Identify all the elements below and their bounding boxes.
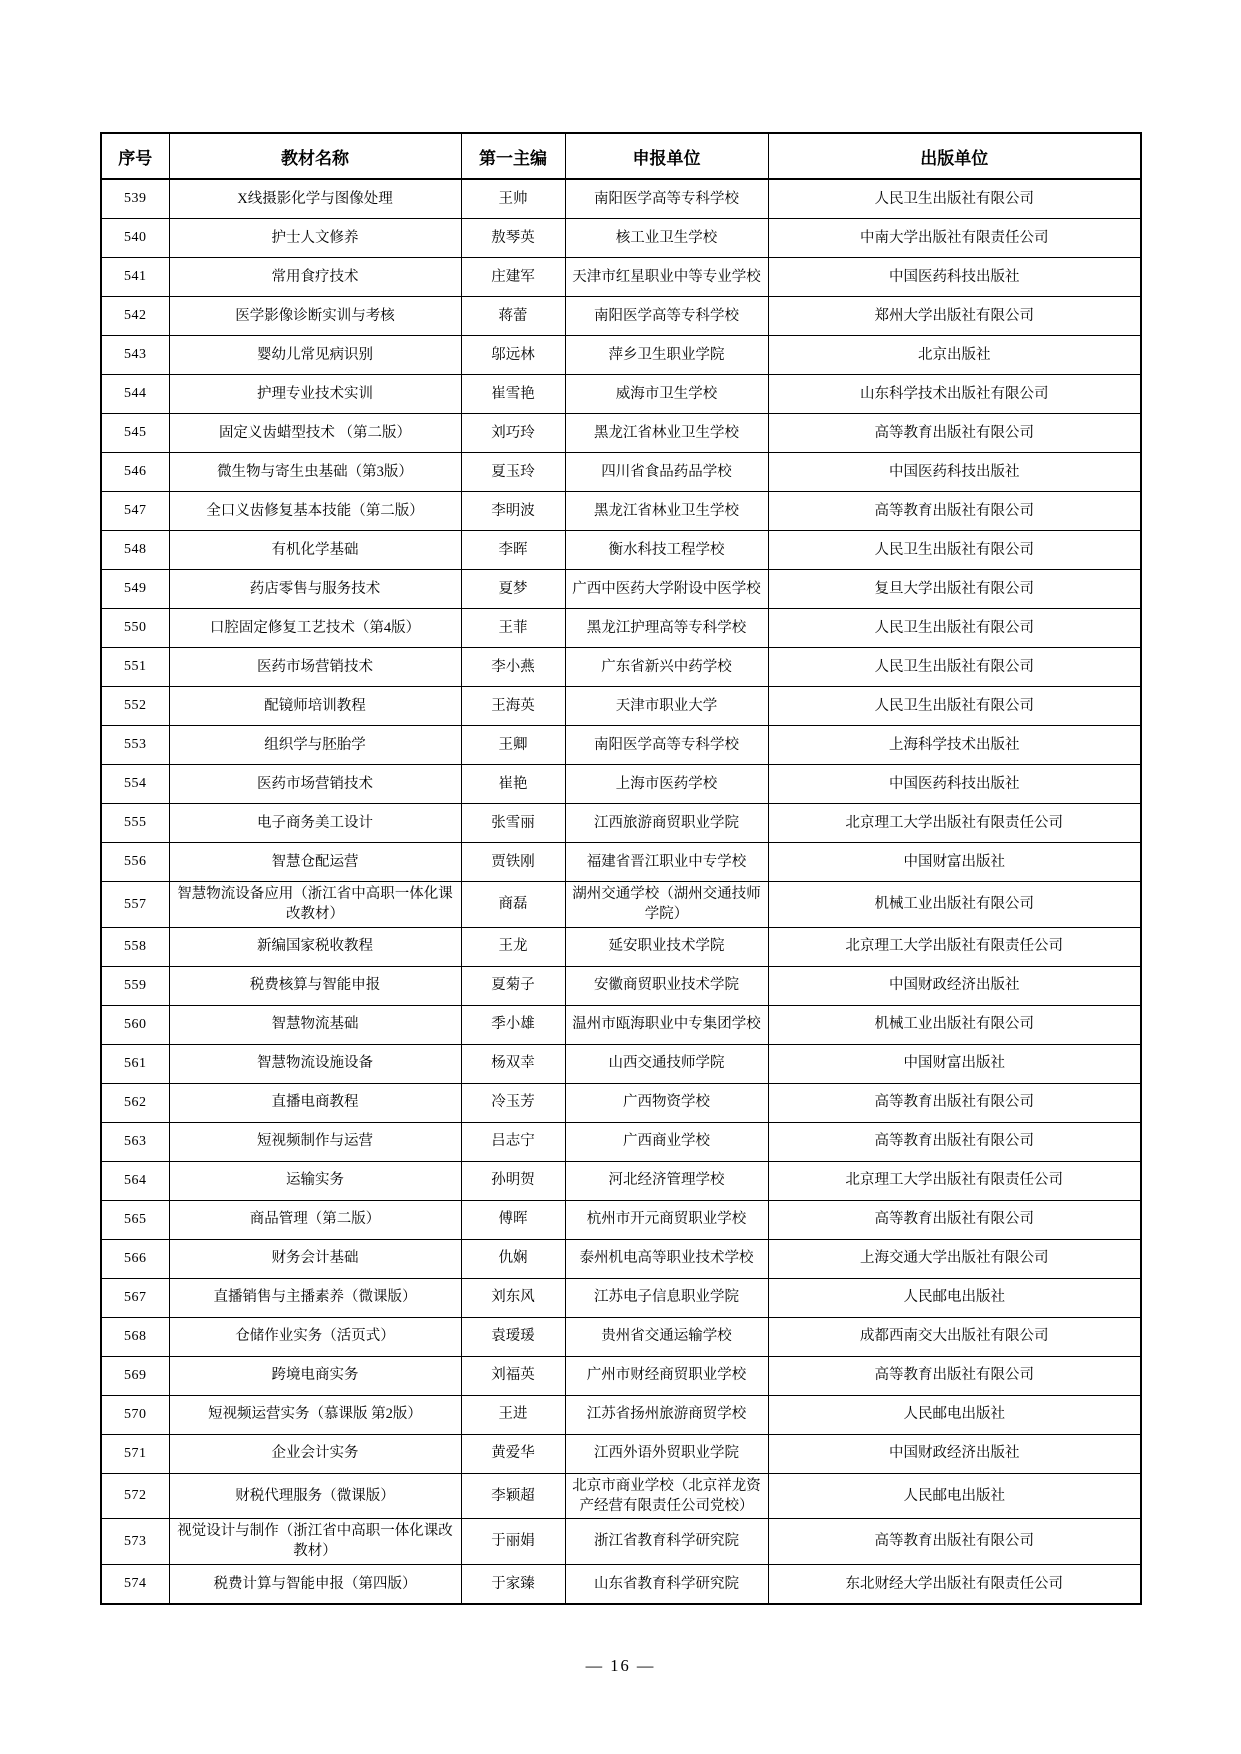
applicant-unit: 温州市瓯海职业中专集团学校 [565,1005,768,1044]
row-number: 569 [101,1356,169,1395]
table-row [101,375,1141,414]
table-row [101,1434,1141,1473]
table-row [101,1278,1141,1317]
chief-editor: 贾铁刚 [461,843,565,882]
table-row [101,1473,1141,1519]
textbook-name: 婴幼儿常见病识别 [169,336,461,375]
chief-editor: 王卿 [461,726,565,765]
table-row [101,1122,1141,1161]
table-row [101,648,1141,687]
publisher-unit: 人民邮电出版社 [768,1278,1141,1317]
applicant-unit: 天津市职业大学 [565,687,768,726]
table-row [101,297,1141,336]
row-number: 564 [101,1161,169,1200]
chief-editor: 崔雪艳 [461,375,565,414]
applicant-unit: 广西商业学校 [565,1122,768,1161]
row-number: 558 [101,927,169,966]
chief-editor: 李颖超 [461,1473,565,1519]
textbook-name: 常用食疗技术 [169,258,461,297]
table-row [101,1317,1141,1356]
chief-editor: 商磊 [461,882,565,928]
publisher-unit: 北京理工大学出版社有限责任公司 [768,1161,1141,1200]
table-row [101,609,1141,648]
table-body [101,179,1141,1604]
textbook-name: 智慧物流基础 [169,1005,461,1044]
publisher-unit: 人民卫生出版社有限公司 [768,531,1141,570]
textbook-name: X线摄影化学与图像处理 [169,179,461,219]
row-number: 548 [101,531,169,570]
textbook-name: 直播销售与主播素养（微课版） [169,1278,461,1317]
row-number: 553 [101,726,169,765]
textbook-table [100,132,1142,1605]
table-row [101,927,1141,966]
publisher-unit: 中南大学出版社有限责任公司 [768,219,1141,258]
publisher-unit: 北京出版社 [768,336,1141,375]
textbook-name: 税费核算与智能申报 [169,966,461,1005]
table-row [101,1161,1141,1200]
table-row [101,179,1141,219]
publisher-unit: 中国医药科技出版社 [768,258,1141,297]
textbook-name: 视觉设计与制作（浙江省中高职一体化课改教材） [169,1519,461,1565]
table-row [101,258,1141,297]
chief-editor: 刘东风 [461,1278,565,1317]
textbook-name: 财务会计基础 [169,1239,461,1278]
applicant-unit: 江西外语外贸职业学院 [565,1434,768,1473]
chief-editor: 黄爱华 [461,1434,565,1473]
chief-editor: 刘巧玲 [461,414,565,453]
publisher-unit: 机械工业出版社有限公司 [768,1005,1141,1044]
table-row [101,531,1141,570]
row-number: 565 [101,1200,169,1239]
table-row [101,1044,1141,1083]
chief-editor: 于丽娟 [461,1519,565,1565]
chief-editor: 王龙 [461,927,565,966]
header-chief-editor: 第一主编 [461,133,565,179]
textbook-name: 跨境电商实务 [169,1356,461,1395]
publisher-unit: 人民邮电出版社 [768,1473,1141,1519]
row-number: 556 [101,843,169,882]
page-number: — 16 — [585,1656,656,1675]
publisher-unit: 成都西南交大出版社有限公司 [768,1317,1141,1356]
row-number: 562 [101,1083,169,1122]
chief-editor: 袁瑷瑗 [461,1317,565,1356]
textbook-name: 智慧物流设备应用（浙江省中高职一体化课改教材） [169,882,461,928]
row-number: 541 [101,258,169,297]
row-number: 561 [101,1044,169,1083]
table-row [101,1239,1141,1278]
applicant-unit: 威海市卫生学校 [565,375,768,414]
chief-editor: 王海英 [461,687,565,726]
textbook-name: 全口义齿修复基本技能（第二版） [169,492,461,531]
chief-editor: 王菲 [461,609,565,648]
row-number: 574 [101,1564,169,1604]
table-row [101,453,1141,492]
chief-editor: 崔艳 [461,765,565,804]
row-number: 554 [101,765,169,804]
publisher-unit: 人民卫生出版社有限公司 [768,648,1141,687]
chief-editor: 王帅 [461,179,565,219]
applicant-unit: 核工业卫生学校 [565,219,768,258]
publisher-unit: 中国财政经济出版社 [768,966,1141,1005]
textbook-name: 微生物与寄生虫基础（第3版） [169,453,461,492]
chief-editor: 傅晖 [461,1200,565,1239]
chief-editor: 冷玉芳 [461,1083,565,1122]
textbook-name: 新编国家税收教程 [169,927,461,966]
table-row [101,804,1141,843]
table-row [101,1395,1141,1434]
publisher-unit: 东北财经大学出版社有限责任公司 [768,1564,1141,1604]
chief-editor: 吕志宁 [461,1122,565,1161]
textbook-name: 商品管理（第二版） [169,1200,461,1239]
publisher-unit: 机械工业出版社有限公司 [768,882,1141,928]
textbook-name: 财税代理服务（微课版） [169,1473,461,1519]
table-row [101,966,1141,1005]
textbook-name: 护理专业技术实训 [169,375,461,414]
textbook-name: 医学影像诊断实训与考核 [169,297,461,336]
applicant-unit: 衡水科技工程学校 [565,531,768,570]
row-number: 559 [101,966,169,1005]
row-number: 551 [101,648,169,687]
row-number: 544 [101,375,169,414]
publisher-unit: 中国财政经济出版社 [768,1434,1141,1473]
chief-editor: 李明波 [461,492,565,531]
row-number: 546 [101,453,169,492]
row-number: 549 [101,570,169,609]
chief-editor: 李晖 [461,531,565,570]
publisher-unit: 上海科学技术出版社 [768,726,1141,765]
row-number: 563 [101,1122,169,1161]
publisher-unit: 北京理工大学出版社有限责任公司 [768,804,1141,843]
publisher-unit: 中国医药科技出版社 [768,765,1141,804]
textbook-name: 直播电商教程 [169,1083,461,1122]
header-applicant-unit: 申报单位 [565,133,768,179]
table-row [101,1519,1141,1565]
publisher-unit: 高等教育出版社有限公司 [768,492,1141,531]
row-number: 555 [101,804,169,843]
row-number: 568 [101,1317,169,1356]
row-number: 540 [101,219,169,258]
table-row [101,336,1141,375]
chief-editor: 夏玉玲 [461,453,565,492]
applicant-unit: 江苏省扬州旅游商贸学校 [565,1395,768,1434]
textbook-name: 运输实务 [169,1161,461,1200]
applicant-unit: 山西交通技师学院 [565,1044,768,1083]
row-number: 550 [101,609,169,648]
textbook-name: 医药市场营销技术 [169,648,461,687]
textbook-name: 智慧物流设施设备 [169,1044,461,1083]
publisher-unit: 人民邮电出版社 [768,1395,1141,1434]
applicant-unit: 四川省食品药品学校 [565,453,768,492]
row-number: 557 [101,882,169,928]
header-publisher-unit: 出版单位 [768,133,1141,179]
applicant-unit: 江苏电子信息职业学院 [565,1278,768,1317]
textbook-name: 税费计算与智能申报（第四版） [169,1564,461,1604]
applicant-unit: 南阳医学高等专科学校 [565,726,768,765]
publisher-unit: 中国财富出版社 [768,1044,1141,1083]
chief-editor: 刘福英 [461,1356,565,1395]
row-number: 545 [101,414,169,453]
chief-editor: 夏梦 [461,570,565,609]
publisher-unit: 人民卫生出版社有限公司 [768,687,1141,726]
chief-editor: 邬远林 [461,336,565,375]
textbook-name: 口腔固定修复工艺技术（第4版） [169,609,461,648]
textbook-name: 仓储作业实务（活页式） [169,1317,461,1356]
textbook-name: 短视频运营实务（慕课版 第2版） [169,1395,461,1434]
table-row [101,765,1141,804]
publisher-unit: 中国财富出版社 [768,843,1141,882]
table-row [101,414,1141,453]
row-number: 572 [101,1473,169,1519]
textbook-name: 药店零售与服务技术 [169,570,461,609]
applicant-unit: 广西物资学校 [565,1083,768,1122]
chief-editor: 于家臻 [461,1564,565,1604]
table-row [101,1356,1141,1395]
applicant-unit: 安徽商贸职业技术学院 [565,966,768,1005]
applicant-unit: 杭州市开元商贸职业学校 [565,1200,768,1239]
applicant-unit: 南阳医学高等专科学校 [565,179,768,219]
row-number: 543 [101,336,169,375]
publisher-unit: 人民卫生出版社有限公司 [768,609,1141,648]
table-row [101,1083,1141,1122]
chief-editor: 蒋蕾 [461,297,565,336]
row-number: 552 [101,687,169,726]
applicant-unit: 浙江省教育科学研究院 [565,1519,768,1565]
applicant-unit: 泰州机电高等职业技术学校 [565,1239,768,1278]
textbook-name: 有机化学基础 [169,531,461,570]
textbook-name: 企业会计实务 [169,1434,461,1473]
publisher-unit: 高等教育出版社有限公司 [768,1356,1141,1395]
chief-editor: 季小雄 [461,1005,565,1044]
textbook-name: 智慧仓配运营 [169,843,461,882]
table-row [101,1200,1141,1239]
chief-editor: 杨双幸 [461,1044,565,1083]
publisher-unit: 高等教育出版社有限公司 [768,1083,1141,1122]
row-number: 567 [101,1278,169,1317]
row-number: 560 [101,1005,169,1044]
textbook-name: 医药市场营销技术 [169,765,461,804]
textbook-name: 配镜师培训教程 [169,687,461,726]
chief-editor: 敖琴英 [461,219,565,258]
applicant-unit: 上海市医药学校 [565,765,768,804]
row-number: 539 [101,179,169,219]
row-number: 573 [101,1519,169,1565]
publisher-unit: 高等教育出版社有限公司 [768,1519,1141,1565]
table-row [101,492,1141,531]
table-row [101,726,1141,765]
applicant-unit: 福建省晋江职业中专学校 [565,843,768,882]
textbook-name: 护士人文修养 [169,219,461,258]
publisher-unit: 郑州大学出版社有限公司 [768,297,1141,336]
table-row [101,1564,1141,1604]
applicant-unit: 黑龙江省林业卫生学校 [565,492,768,531]
table-header [101,133,1141,179]
publisher-unit: 北京理工大学出版社有限责任公司 [768,927,1141,966]
applicant-unit: 湖州交通学校（湖州交通技师学院） [565,882,768,928]
row-number: 571 [101,1434,169,1473]
textbook-name: 短视频制作与运营 [169,1122,461,1161]
row-number: 566 [101,1239,169,1278]
textbook-name: 固定义齿蜡型技术 （第二版） [169,414,461,453]
publisher-unit: 复旦大学出版社有限公司 [768,570,1141,609]
publisher-unit: 上海交通大学出版社有限公司 [768,1239,1141,1278]
applicant-unit: 黑龙江护理高等专科学校 [565,609,768,648]
applicant-unit: 江西旅游商贸职业学院 [565,804,768,843]
publisher-unit: 山东科学技术出版社有限公司 [768,375,1141,414]
applicant-unit: 北京市商业学校（北京祥龙资产经营有限责任公司党校） [565,1473,768,1519]
header-textbook-name: 教材名称 [169,133,461,179]
table-row [101,570,1141,609]
chief-editor: 张雪丽 [461,804,565,843]
chief-editor: 仇娴 [461,1239,565,1278]
chief-editor: 庄建军 [461,258,565,297]
applicant-unit: 天津市红星职业中等专业学校 [565,258,768,297]
applicant-unit: 延安职业技术学院 [565,927,768,966]
table-row [101,882,1141,928]
table-row [101,843,1141,882]
publisher-unit: 中国医药科技出版社 [768,453,1141,492]
applicant-unit: 山东省教育科学研究院 [565,1564,768,1604]
chief-editor: 李小燕 [461,648,565,687]
publisher-unit: 高等教育出版社有限公司 [768,1200,1141,1239]
textbook-name: 组织学与胚胎学 [169,726,461,765]
row-number: 542 [101,297,169,336]
applicant-unit: 南阳医学高等专科学校 [565,297,768,336]
row-number: 570 [101,1395,169,1434]
header-row-number: 序号 [101,133,169,179]
chief-editor: 王进 [461,1395,565,1434]
applicant-unit: 萍乡卫生职业学院 [565,336,768,375]
table-row [101,1005,1141,1044]
table-row [101,219,1141,258]
row-number: 547 [101,492,169,531]
applicant-unit: 贵州省交通运输学校 [565,1317,768,1356]
table-header-row [101,133,1141,179]
chief-editor: 孙明贺 [461,1161,565,1200]
publisher-unit: 高等教育出版社有限公司 [768,1122,1141,1161]
publisher-unit: 人民卫生出版社有限公司 [768,179,1141,219]
table-row [101,687,1141,726]
applicant-unit: 广州市财经商贸职业学校 [565,1356,768,1395]
textbook-name: 电子商务美工设计 [169,804,461,843]
applicant-unit: 黑龙江省林业卫生学校 [565,414,768,453]
publisher-unit: 高等教育出版社有限公司 [768,414,1141,453]
applicant-unit: 广东省新兴中药学校 [565,648,768,687]
chief-editor: 夏菊子 [461,966,565,1005]
applicant-unit: 广西中医药大学附设中医学校 [565,570,768,609]
applicant-unit: 河北经济管理学校 [565,1161,768,1200]
